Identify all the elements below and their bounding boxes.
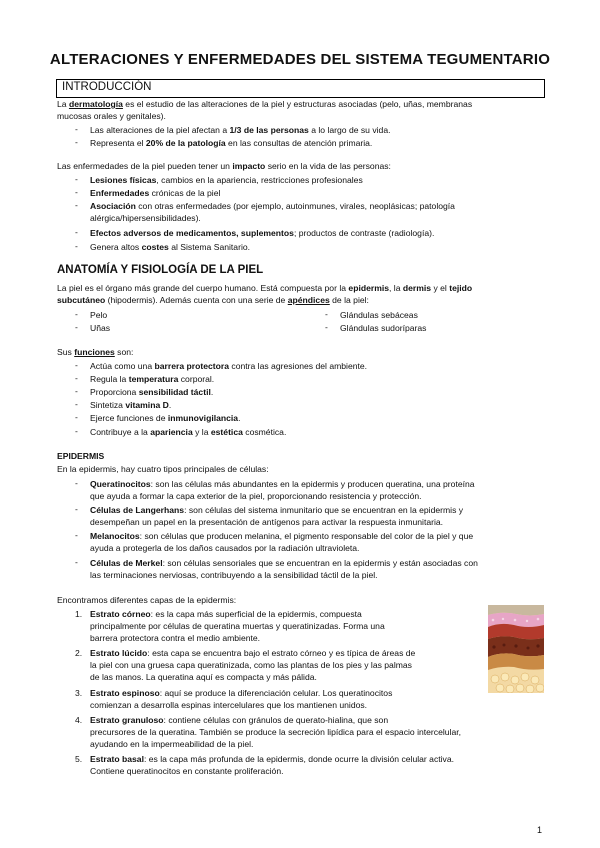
cell-type-item: Queratinocitos: son las células más abundantes en la epidermis y producen queratina, una proteína [90, 479, 475, 489]
layers-intro: Encontramos diferentes capas de la epidermis: [57, 595, 237, 605]
bullet-dash: - [75, 504, 78, 514]
intro-bullet: Representa el 20% de la patología en las consultas de atención primaria. [90, 138, 373, 148]
bullet-dash: - [75, 137, 78, 147]
epidermis-intro: En la epidermis, hay cuatro tipos principales de células: [57, 464, 269, 474]
layer-item-line2: comienzan a desarrolla espinas intercelulares que los mantienen unidos. [90, 700, 368, 710]
impact-item: Asociación con otras enfermedades (por ejemplo, autoinmunes, virales, neoplásicas; patología [90, 201, 455, 211]
document-title: ALTERACIONES Y ENFERMEDADES DEL SISTEMA TEGUMENTARIO [49, 51, 551, 68]
bullet-dash: - [75, 426, 78, 436]
layer-item: Estrato lúcido: esta capa se encuentra bajo el estrato córneo y es típica de áreas de [90, 648, 416, 658]
bullet-dash: - [75, 360, 78, 370]
cell-type-item-line2: ayuda a protegerla de los daños causados por la radiación ultravioleta. [90, 543, 360, 553]
bullet-dash: - [75, 373, 78, 383]
anatomy-heading: ANATOMÍA Y FISIOLOGÍA DE LA PIEL [57, 264, 264, 276]
appendix-item: Glándulas sudoríparas [340, 323, 427, 333]
impact-item: Enfermedades crónicas de la piel [90, 188, 221, 198]
bullet-dash: - [75, 557, 78, 567]
intro-bullet: Las alteraciones de la piel afectan a 1/3 de las personas a lo largo de su vida. [90, 125, 391, 135]
functions-intro: Sus funciones son: [57, 347, 134, 357]
bullet-dash: - [75, 399, 78, 409]
anatomy-paragraph-line2: subcutáneo (hipodermis). Además cuenta con una serie de apéndices de la piel: [57, 295, 369, 305]
cell-type-item: Células de Merkel: son células sensoriales que se encuentran en la epidermis y están asociadas con [90, 558, 478, 568]
bullet-dash: - [75, 322, 78, 332]
layer-item-line3: barrera protectora contra el medio ambiente. [90, 633, 261, 643]
anatomy-paragraph: La piel es el órgano más grande del cuerpo humano. Está compuesta por la epidermis, la dermis y el tejido [57, 283, 473, 293]
layer-item: Estrato espinoso: aquí se produce la diferenciación celular. Los queratinocitos [90, 688, 393, 698]
epidermis-heading: EPIDERMIS [57, 451, 105, 461]
cell-type-item: Células de Langerhans: son células del sistema inmunitario que se encuentran en la epidermis y [90, 505, 464, 515]
layer-item-line2: la piel con una gruesa capa queratinizada, como las plantas de los pies y las palmas [90, 660, 412, 670]
bullet-dash: - [75, 478, 78, 488]
layer-number: 2. [75, 648, 83, 658]
impact-item: Lesiones físicas, cambios en la apariencia, restricciones profesionales [90, 175, 363, 185]
bullet-dash: - [75, 187, 78, 197]
layer-item-line2: Contiene queratinocitos en constante proliferación. [90, 766, 284, 776]
bullet-dash: - [75, 200, 78, 210]
impact-paragraph: Las enfermedades de la piel pueden tener un impacto serio en la vida de las personas: [57, 161, 391, 171]
layer-number: 5. [75, 754, 83, 764]
layer-number: 1. [75, 609, 83, 619]
layer-item: Estrato basal: es la capa más profunda de la epidermis, donde ocurre la división celular activa. [90, 754, 455, 764]
bullet-dash: - [75, 309, 78, 319]
layer-number: 4. [75, 715, 83, 725]
bullet-dash: - [75, 386, 78, 396]
section-heading-box [56, 79, 545, 98]
function-item: Proporciona sensibilidad táctil. [90, 387, 214, 397]
layer-item-line2: principalmente por células de queratina muertas y queratinizadas. Forma una [90, 621, 385, 631]
impact-item-line2: alérgica/hipersensibilidades). [90, 213, 201, 223]
intro-heading: INTRODUCCIÓN [62, 81, 152, 93]
skin-layers-illustration [488, 605, 544, 693]
bullet-dash: - [75, 530, 78, 540]
bullet-dash: - [75, 174, 78, 184]
layer-item: Estrato granuloso: contiene células con gránulos de querato-hialina, que son [90, 715, 389, 725]
layer-number: 3. [75, 688, 83, 698]
impact-item: Genera altos costes al Sistema Sanitario. [90, 242, 251, 252]
page-number: 1 [537, 825, 543, 835]
bullet-dash: - [75, 124, 78, 134]
layer-item-line3: de las manos. La queratina aquí es compacta y más pálida. [90, 672, 317, 682]
function-item: Actúa como una barrera protectora contra las agresiones del ambiente. [90, 361, 368, 371]
cell-type-item: Melanocitos: son células que producen melanina, el pigmento responsable del color de la piel y que [90, 531, 474, 541]
function-item: Regula la temperatura corporal. [90, 374, 215, 384]
bullet-dash: - [75, 241, 78, 251]
layer-item-line2: precursores de la queratina. También se produce la secreción lipídica para el espacio intercelular, [90, 727, 462, 737]
intro-paragraph-line2: mucosas orales y genitales). [57, 111, 166, 121]
bullet-dash: - [75, 412, 78, 422]
impact-item: Efectos adversos de medicamentos, suplementos; productos de contraste (radiología). [90, 228, 435, 238]
function-item: Ejerce funciones de inmunovigilancia. [90, 413, 241, 423]
bullet-dash: - [325, 322, 328, 332]
appendix-item: Glándulas sebáceas [340, 310, 418, 320]
layer-item: Estrato córneo: es la capa más superficial de la epidermis, compuesta [90, 609, 362, 619]
cell-type-item-line2: que ayuda a formar la capa exterior de la piel, proporcionando resistencia y protección. [90, 491, 422, 501]
bullet-dash: - [75, 227, 78, 237]
layer-item-line3: ayudando en la impermeabilidad de la piel. [90, 739, 254, 749]
intro-paragraph: La dermatología es el estudio de las alteraciones de la piel y estructuras asociadas (pelo, uñas, membranas [57, 99, 473, 109]
function-item: Contribuye a la apariencia y la estética cosmética. [90, 427, 287, 437]
function-item: Sintetiza vitamina D. [90, 400, 172, 410]
bullet-dash: - [325, 309, 328, 319]
appendix-item: Pelo [90, 310, 108, 320]
cell-type-item-line2: las terminaciones nerviosas, contribuyendo a la sensibilidad táctil de la piel. [90, 570, 378, 580]
cell-type-item-line2: desempeñan un papel en la presentación de antígenos para activar la respuesta inmunitaria. [90, 517, 444, 527]
appendix-item: Uñas [90, 323, 111, 333]
